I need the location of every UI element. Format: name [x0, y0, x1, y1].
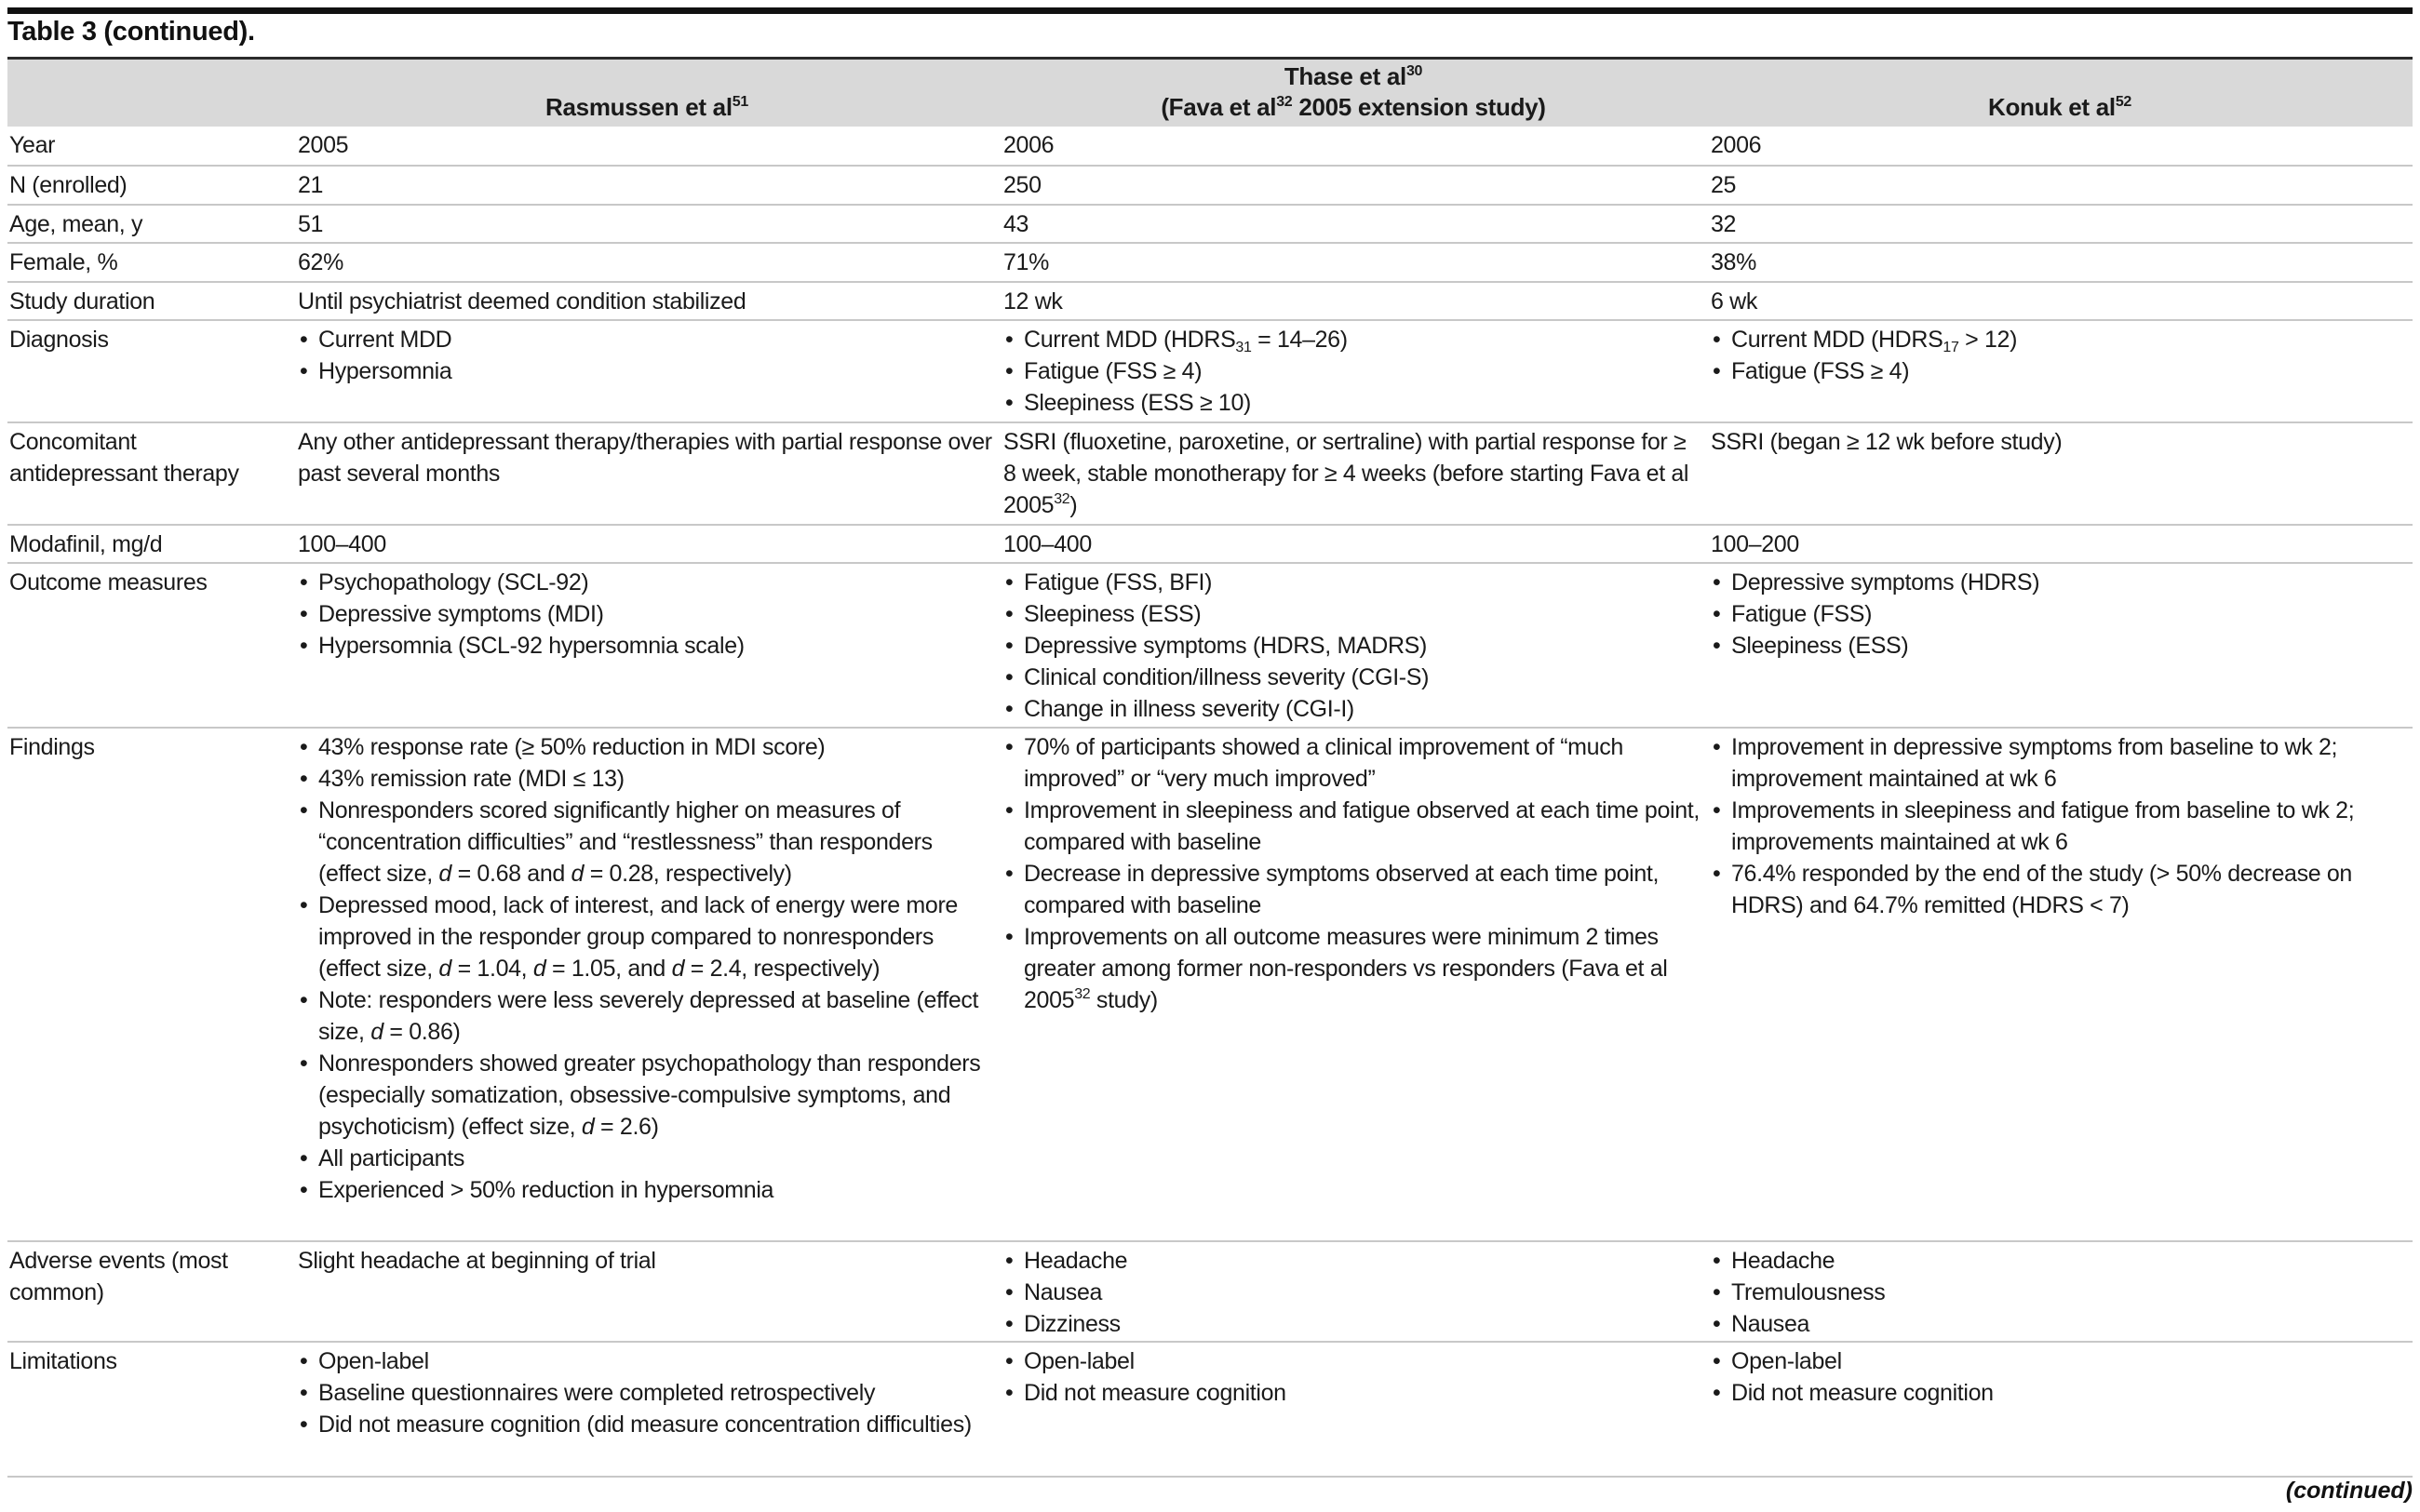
bullet-icon: •	[1713, 1278, 1721, 1305]
bullet-item	[298, 1048, 994, 1143]
cell-thase	[1000, 243, 1707, 282]
cell-thase	[1000, 728, 1707, 1241]
cell-rasmussen	[294, 205, 1000, 243]
text-segment: = 0.86)	[383, 1018, 461, 1045]
bullet-icon: •	[1713, 357, 1721, 384]
header-rasmussen	[294, 59, 1000, 127]
cell-konuk	[1707, 166, 2413, 205]
text-segment: study)	[1090, 986, 1158, 1013]
cell-rasmussen	[294, 282, 1000, 320]
superscript-ref: 30	[1405, 62, 1423, 79]
bullet-item	[298, 984, 994, 1048]
bullet-item	[1003, 1308, 1701, 1340]
cell-konuk	[1707, 320, 2413, 422]
cell-thase	[1000, 1241, 1707, 1342]
cell-rasmussen	[294, 525, 1000, 563]
bullet-item	[1711, 1308, 2407, 1340]
subscript: 31	[1235, 339, 1252, 355]
table-header-row	[7, 59, 2413, 127]
bullet-item	[1711, 1277, 2407, 1308]
bullet-icon: •	[1713, 632, 1721, 659]
bullet-icon: •	[1005, 1347, 1014, 1374]
cell-konuk	[1707, 1342, 2413, 1477]
bullet-icon: •	[300, 1050, 308, 1077]
bullet-list	[1711, 1245, 2407, 1340]
bullet-list	[298, 567, 994, 662]
cell-konuk	[1707, 282, 2413, 320]
row-label: Study duration	[9, 288, 155, 314]
cell-konuk	[1707, 127, 2413, 166]
bullet-item	[1711, 630, 2407, 662]
text-segment: Slight headache at beginning of trial	[298, 1247, 656, 1274]
cell-rasmussen	[294, 1342, 1000, 1477]
bullet-item	[298, 1409, 994, 1440]
text-segment: Did not measure cognition	[1731, 1379, 1994, 1406]
bullet-icon: •	[300, 569, 308, 595]
text-segment: Depressed mood, lack of interest, and lack of energy were more improved in the responder group compared to nonresponders (effect size,	[318, 891, 958, 982]
text-segment: Rasmussen et al	[545, 92, 733, 121]
bullet-list	[1711, 567, 2407, 662]
bullet-icon: •	[1005, 632, 1014, 659]
italic-symbol: d	[581, 1113, 595, 1140]
bullet-icon: •	[1005, 600, 1014, 627]
bullet-icon: •	[1713, 600, 1721, 627]
bullet-icon: •	[300, 796, 308, 823]
text-segment: 100–400	[1003, 530, 1092, 557]
bullet-icon: •	[1713, 326, 1721, 353]
bullet-item	[1711, 324, 2407, 355]
text-segment: Fatigue (FSS, BFI)	[1024, 569, 1213, 595]
bullet-icon: •	[1713, 1347, 1721, 1374]
text-segment: 100–200	[1711, 530, 1799, 557]
text-segment: = 2.6)	[594, 1113, 659, 1140]
bullet-item	[1003, 921, 1701, 1016]
cell-thase	[1000, 525, 1707, 563]
bullet-item	[298, 567, 994, 598]
bullet-item	[1003, 598, 1701, 630]
text-segment: Sleepiness (ESS)	[1024, 600, 1202, 627]
bullet-icon: •	[300, 733, 308, 760]
bullet-item	[298, 890, 994, 984]
bullet-item	[1003, 795, 1701, 858]
text-segment: Fatigue (FSS ≥ 4)	[1731, 357, 1910, 384]
bullet-item	[1711, 567, 2407, 598]
text-segment: Headache	[1024, 1247, 1128, 1274]
bullet-item	[1003, 1345, 1701, 1377]
bullet-list	[1711, 1345, 2407, 1409]
text-segment: 32	[1711, 210, 1737, 237]
bullet-icon: •	[300, 1347, 308, 1374]
bullet-list	[1003, 1245, 1701, 1340]
bullet-icon: •	[1713, 733, 1721, 760]
italic-symbol: d	[438, 955, 451, 982]
cell-rasmussen	[294, 563, 1000, 728]
bullet-icon: •	[1713, 1379, 1721, 1406]
text-segment: SSRI (fluoxetine, paroxetine, or sertraline) with partial response for ≥ 8 week, stable monotherapy for ≥ 4 weeks (before starting Fava et al 2005	[1003, 428, 1689, 518]
text-segment: = 1.04,	[450, 955, 533, 982]
text-segment: Sleepiness (ESS)	[1731, 632, 1909, 659]
text-segment: 12 wk	[1003, 288, 1063, 314]
row-label: Findings	[9, 733, 95, 760]
bullet-item	[1003, 324, 1701, 355]
bullet-icon: •	[300, 326, 308, 353]
text-segment: 6 wk	[1711, 288, 1758, 314]
table-row-n	[7, 166, 2413, 205]
header-line-1	[1005, 61, 1701, 92]
bullet-list	[298, 324, 994, 387]
text-segment: Did not measure cognition	[1024, 1379, 1286, 1406]
bullet-item	[298, 324, 994, 355]
text-segment: 43	[1003, 210, 1029, 237]
bullet-item	[1711, 731, 2407, 795]
text-segment: Did not measure cognition (did measure concentration difficulties)	[318, 1411, 972, 1438]
text-segment: Change in illness severity (CGI-I)	[1024, 695, 1354, 722]
bullet-icon: •	[1005, 733, 1014, 760]
cell-konuk	[1707, 525, 2413, 563]
text-segment: All participants	[318, 1144, 464, 1171]
cell-rasmussen	[294, 728, 1000, 1241]
bullet-item	[1711, 1345, 2407, 1377]
cell-thase	[1000, 563, 1707, 728]
text-segment: Nonresponders scored significantly higher on measures of “concentration difficulties” and “restlessness” than responders (effect size,	[318, 796, 933, 887]
table-row-modafinil	[7, 525, 2413, 563]
bullet-list	[1711, 731, 2407, 921]
text-segment: 2006	[1003, 131, 1055, 158]
comparison-table	[7, 57, 2413, 1478]
row-label: Year	[9, 131, 56, 158]
text-segment: Baseline questionnaires were completed retrospectively	[318, 1379, 876, 1406]
cell-rasmussen	[294, 422, 1000, 525]
bullet-item	[1711, 1245, 2407, 1277]
header-line-2	[1005, 92, 1701, 123]
table-row-diagnosis	[7, 320, 2413, 422]
text-segment: 51	[298, 210, 324, 237]
text-segment: 25	[1711, 171, 1737, 198]
text-segment: Current MDD (HDRS	[1731, 326, 1943, 353]
bullet-item	[1711, 858, 2407, 921]
table-row-year	[7, 127, 2413, 166]
row-label: Limitations	[9, 1347, 117, 1374]
cell-konuk	[1707, 243, 2413, 282]
bullet-item	[298, 630, 994, 662]
bullet-icon: •	[300, 891, 308, 918]
text-segment: Konuk et al	[1987, 92, 2116, 121]
cell-thase	[1000, 166, 1707, 205]
header-line-1	[300, 92, 994, 123]
text-segment: Fatigue (FSS ≥ 4)	[1024, 357, 1203, 384]
text-segment: = 0.68 and	[450, 860, 571, 887]
bullet-item	[1003, 1245, 1701, 1277]
bullet-item	[298, 355, 994, 387]
row-label: N (enrolled)	[9, 171, 128, 198]
text-segment: Nausea	[1731, 1310, 1810, 1337]
bullet-icon: •	[300, 1411, 308, 1438]
text-segment: Headache	[1731, 1247, 1835, 1274]
cell-konuk	[1707, 422, 2413, 525]
bullet-item	[1003, 630, 1701, 662]
text-segment: Thase et al	[1284, 61, 1406, 90]
text-segment: Decrease in depressive symptoms observed at each time point, compared with baseline	[1024, 860, 1660, 918]
table-row-limitations	[7, 1342, 2413, 1477]
bullet-icon: •	[1005, 1379, 1014, 1406]
text-segment: 62%	[298, 248, 343, 275]
bullet-item	[1003, 1277, 1701, 1308]
bullet-icon: •	[1713, 860, 1721, 887]
table-caption: Table 3 (continued).	[7, 17, 255, 47]
cell-rasmussen	[294, 243, 1000, 282]
row-label: Concomitant antidepressant therapy	[9, 428, 239, 487]
text-segment: 2006	[1711, 131, 1762, 158]
bullet-item	[1711, 1377, 2407, 1409]
text-segment: 76.4% responded by the end of the study (> 50% decrease on HDRS) and 64.7% remitted (HDRS < 7)	[1731, 860, 2352, 918]
bullet-item	[1003, 858, 1701, 921]
table-body	[7, 127, 2413, 1477]
continued-note: (continued)	[2285, 1478, 2413, 1504]
text-segment: Dizziness	[1024, 1310, 1121, 1337]
cell-konuk	[1707, 563, 2413, 728]
table-row-adverse	[7, 1241, 2413, 1342]
text-segment: Fatigue (FSS)	[1731, 600, 1873, 627]
bullet-list	[1003, 1345, 1701, 1409]
bullet-icon: •	[300, 1379, 308, 1406]
bullet-list	[298, 731, 994, 1206]
bullet-item	[298, 1143, 994, 1174]
superscript-ref: 32	[1074, 985, 1091, 1002]
bullet-icon: •	[1713, 1310, 1721, 1337]
table-row-concomitant	[7, 422, 2413, 525]
bullet-item	[298, 795, 994, 890]
table-row-age	[7, 205, 2413, 243]
bullet-icon: •	[1005, 326, 1014, 353]
text-segment: Nausea	[1024, 1278, 1103, 1305]
bullet-item	[1003, 387, 1701, 419]
table-row-duration	[7, 282, 2413, 320]
table-row-female	[7, 243, 2413, 282]
superscript-ref: 51	[732, 93, 748, 110]
text-segment: Hypersomnia	[318, 357, 452, 384]
bullet-icon: •	[1005, 663, 1014, 690]
bullet-item	[298, 598, 994, 630]
text-segment: Open-label	[1731, 1347, 1842, 1374]
bullet-icon: •	[1005, 1310, 1014, 1337]
text-segment: 71%	[1003, 248, 1049, 275]
bullet-icon: •	[1005, 796, 1014, 823]
text-segment: = 14–26)	[1251, 326, 1348, 353]
bullet-item	[298, 763, 994, 795]
text-segment: 21	[298, 171, 324, 198]
cell-thase	[1000, 1342, 1707, 1477]
bullet-icon: •	[1005, 860, 1014, 887]
bullet-icon: •	[300, 1176, 308, 1203]
bullet-item	[1003, 1377, 1701, 1409]
header-konuk	[1707, 59, 2413, 127]
bullet-icon: •	[300, 357, 308, 384]
text-segment: 250	[1003, 171, 1042, 198]
row-label: Diagnosis	[9, 326, 109, 353]
bullet-icon: •	[1713, 569, 1721, 595]
bullet-icon: •	[300, 600, 308, 627]
bullet-item	[1711, 355, 2407, 387]
text-segment: Clinical condition/illness severity (CGI-S)	[1024, 663, 1430, 690]
subscript: 17	[1943, 339, 1959, 355]
italic-symbol: d	[370, 1018, 383, 1045]
bullet-icon: •	[300, 986, 308, 1013]
row-label: Outcome measures	[9, 569, 208, 595]
bullet-icon: •	[1005, 1247, 1014, 1274]
text-segment: Depressive symptoms (HDRS)	[1731, 569, 2040, 595]
header-empty-cell	[7, 59, 294, 127]
text-segment: 43% remission rate (MDI ≤ 13)	[318, 765, 625, 792]
text-segment: Open-label	[1024, 1347, 1135, 1374]
text-segment: Improvement in depressive symptoms from baseline to wk 2; improvement maintained at wk 6	[1731, 733, 2338, 792]
top-rule	[7, 7, 2413, 14]
bullet-item	[1711, 598, 2407, 630]
cell-rasmussen	[294, 127, 1000, 166]
bullet-item	[1003, 662, 1701, 693]
bullet-item	[1711, 795, 2407, 858]
italic-symbol: d	[532, 955, 546, 982]
text-segment: Hypersomnia (SCL-92 hypersomnia scale)	[318, 632, 745, 659]
bullet-item	[1003, 567, 1701, 598]
row-label: Age, mean, y	[9, 210, 143, 237]
cell-konuk	[1707, 1241, 2413, 1342]
text-segment: > 12)	[1958, 326, 2018, 353]
row-label: Adverse events (most common)	[9, 1247, 228, 1305]
text-segment: Nonresponders showed greater psychopathology than responders (especially somatization, obsessive-compulsive symptoms, and psychoticism) (effect size,	[318, 1050, 981, 1140]
bullet-list	[298, 1345, 994, 1440]
row-label: Female, %	[9, 248, 118, 275]
row-label: Modafinil, mg/d	[9, 530, 163, 557]
text-segment: Open-label	[318, 1347, 429, 1374]
text-segment: = 0.28, respectively)	[584, 860, 792, 887]
bullet-icon: •	[1005, 569, 1014, 595]
bullet-icon: •	[300, 1144, 308, 1171]
bullet-item	[298, 731, 994, 763]
bullet-item	[298, 1174, 994, 1206]
cell-rasmussen	[294, 320, 1000, 422]
bullet-icon: •	[1005, 357, 1014, 384]
header-line-1	[1713, 92, 2407, 123]
text-segment: (Fava et al	[1161, 92, 1277, 121]
text-segment: 100–400	[298, 530, 386, 557]
bullet-icon: •	[1005, 695, 1014, 722]
bullet-icon: •	[300, 765, 308, 792]
cell-thase	[1000, 320, 1707, 422]
cell-thase	[1000, 127, 1707, 166]
text-segment: Sleepiness (ESS ≥ 10)	[1024, 389, 1251, 416]
text-segment: Depressive symptoms (MDI)	[318, 600, 604, 627]
text-segment: 70% of participants showed a clinical improvement of “much improved” or “very much improved”	[1024, 733, 1623, 792]
cell-thase	[1000, 422, 1707, 525]
table-row-outcome	[7, 563, 2413, 728]
bullet-icon: •	[1005, 389, 1014, 416]
table-row-findings	[7, 728, 2413, 1241]
bullet-icon: •	[300, 632, 308, 659]
text-segment: Experienced > 50% reduction in hypersomnia	[318, 1176, 774, 1203]
text-segment: 43% response rate (≥ 50% reduction in MDI score)	[318, 733, 826, 760]
text-segment: Depressive symptoms (HDRS, MADRS)	[1024, 632, 1427, 659]
bullet-icon: •	[1713, 1247, 1721, 1274]
text-segment: 38%	[1711, 248, 1756, 275]
cell-konuk	[1707, 205, 2413, 243]
bullet-list	[1003, 324, 1701, 419]
text-segment: Improvements in sleepiness and fatigue from baseline to wk 2; improvements maintained at wk 6	[1731, 796, 2355, 855]
text-segment: Current MDD (HDRS	[1024, 326, 1236, 353]
text-segment: )	[1069, 491, 1078, 518]
cell-rasmussen	[294, 1241, 1000, 1342]
bullet-icon: •	[1713, 796, 1721, 823]
text-segment: Improvement in sleepiness and fatigue observed at each time point, compared with baseline	[1024, 796, 1700, 855]
bullet-icon: •	[1005, 923, 1014, 950]
text-segment: 2005 extension study)	[1292, 92, 1546, 121]
text-segment: Current MDD	[318, 326, 452, 353]
bullet-item	[1003, 731, 1701, 795]
text-segment: = 2.4, respectively)	[684, 955, 881, 982]
text-segment: Any other antidepressant therapy/therapies with partial response over past several months	[298, 428, 992, 487]
superscript-ref: 52	[2115, 93, 2132, 110]
italic-symbol: d	[438, 860, 451, 887]
cell-thase	[1000, 282, 1707, 320]
text-segment: Tremulousness	[1731, 1278, 1886, 1305]
italic-symbol: d	[571, 860, 585, 887]
bullet-item	[1003, 693, 1701, 725]
text-segment: Note: responders were less severely depressed at baseline (effect size,	[318, 986, 979, 1045]
superscript-ref: 32	[1054, 490, 1070, 507]
bullet-icon: •	[1005, 1278, 1014, 1305]
cell-konuk	[1707, 728, 2413, 1241]
header-thase	[1000, 59, 1707, 127]
text-segment: SSRI (began ≥ 12 wk before study)	[1711, 428, 2063, 455]
bullet-list	[1003, 731, 1701, 1016]
cell-rasmussen	[294, 166, 1000, 205]
cell-thase	[1000, 205, 1707, 243]
text-segment: 2005	[298, 131, 349, 158]
text-segment: = 1.05, and	[545, 955, 672, 982]
text-segment: Psychopathology (SCL-92)	[318, 569, 589, 595]
italic-symbol: d	[671, 955, 685, 982]
text-segment: Until psychiatrist deemed condition stabilized	[298, 288, 746, 314]
superscript-ref: 32	[1276, 93, 1293, 110]
bullet-list	[1711, 324, 2407, 387]
bullet-item	[298, 1377, 994, 1409]
bullet-item	[298, 1345, 994, 1377]
bullet-item	[1003, 355, 1701, 387]
text-segment: Improvements on all outcome measures were minimum 2 times greater among former non-responders vs responders (Fava et al 2005	[1024, 923, 1668, 1013]
bullet-list	[1003, 567, 1701, 725]
